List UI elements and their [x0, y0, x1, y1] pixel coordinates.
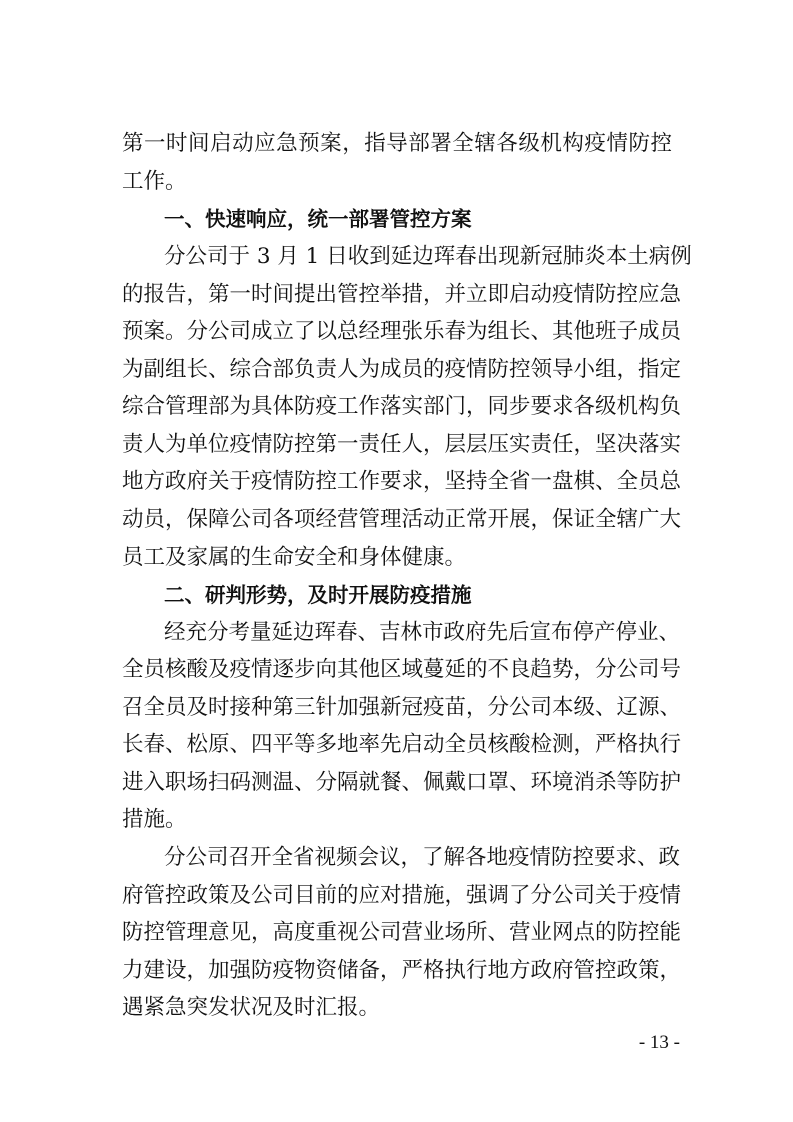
- section-heading: 二、研判形势，及时开展防疫措施: [164, 583, 472, 607]
- body-text-line: 地方政府关于疫情防控工作要求，坚持全省一盘棋、全员总: [122, 469, 682, 494]
- body-text-line: 防控管理意见，高度重视公司营业场所、营业网点的防控能: [122, 920, 682, 945]
- body-text-line: 员工及家属的生命安全和身体健康。: [122, 545, 467, 570]
- body-text-line: 动员，保障公司各项经营管理活动正常开展，保证全辖广大: [122, 507, 682, 532]
- body-text-line: 进入职场扫码测温、分隔就餐、佩戴口罩、环境消杀等防护: [122, 770, 682, 795]
- body-text-line: 责人为单位疫情防控第一责任人，层层压实责任，坚决落实: [122, 432, 682, 457]
- paragraph-first-line: 经充分考量延边珲春、吉林市政府先后宣布停产停业、: [164, 620, 681, 645]
- page-number: - 13 -: [638, 1032, 680, 1053]
- body-text-line: 的报告，第一时间提出管控举措，并立即启动疫情防控应急: [122, 282, 682, 307]
- body-text-line: 措施。: [122, 807, 187, 832]
- body-text-line: 府管控政策及公司目前的应对措施，强调了分公司关于疫情: [122, 883, 682, 908]
- body-text-line: 工作。: [122, 169, 187, 194]
- paragraph-first-line: 分公司召开全省视频会议，了解各地疫情防控要求、政: [164, 845, 681, 870]
- body-text-line: 第一时间启动应急预案，指导部署全辖各级机构疫情防控: [122, 131, 672, 156]
- body-text-line: 综合管理部为具体防疫工作落实部门，同步要求各级机构负: [122, 394, 682, 419]
- body-text-line: 长春、松原、四平等多地率先启动全员核酸检测，严格执行: [122, 732, 682, 757]
- paragraph-first-line: 分公司于 3 月 1 日收到延边珲春出现新冠肺炎本土病例: [164, 244, 692, 269]
- body-text-line: 全员核酸及疫情逐步向其他区域蔓延的不良趋势，分公司号: [122, 657, 682, 682]
- body-text-line: 为副组长、综合部负责人为成员的疫情防控领导小组，指定: [122, 357, 682, 382]
- body-text-line: 召全员及时接种第三针加强新冠疫苗，分公司本级、辽源、: [122, 695, 682, 720]
- body-text-line: 遇紧急突发状况及时汇报。: [122, 995, 381, 1020]
- body-text-line: 预案。分公司成立了以总经理张乐春为组长、其他班子成员: [122, 319, 682, 344]
- body-text-line: 力建设，加强防疫物资储备，严格执行地方政府管控政策，: [122, 958, 682, 983]
- section-heading: 一、快速响应，统一部署管控方案: [164, 207, 472, 231]
